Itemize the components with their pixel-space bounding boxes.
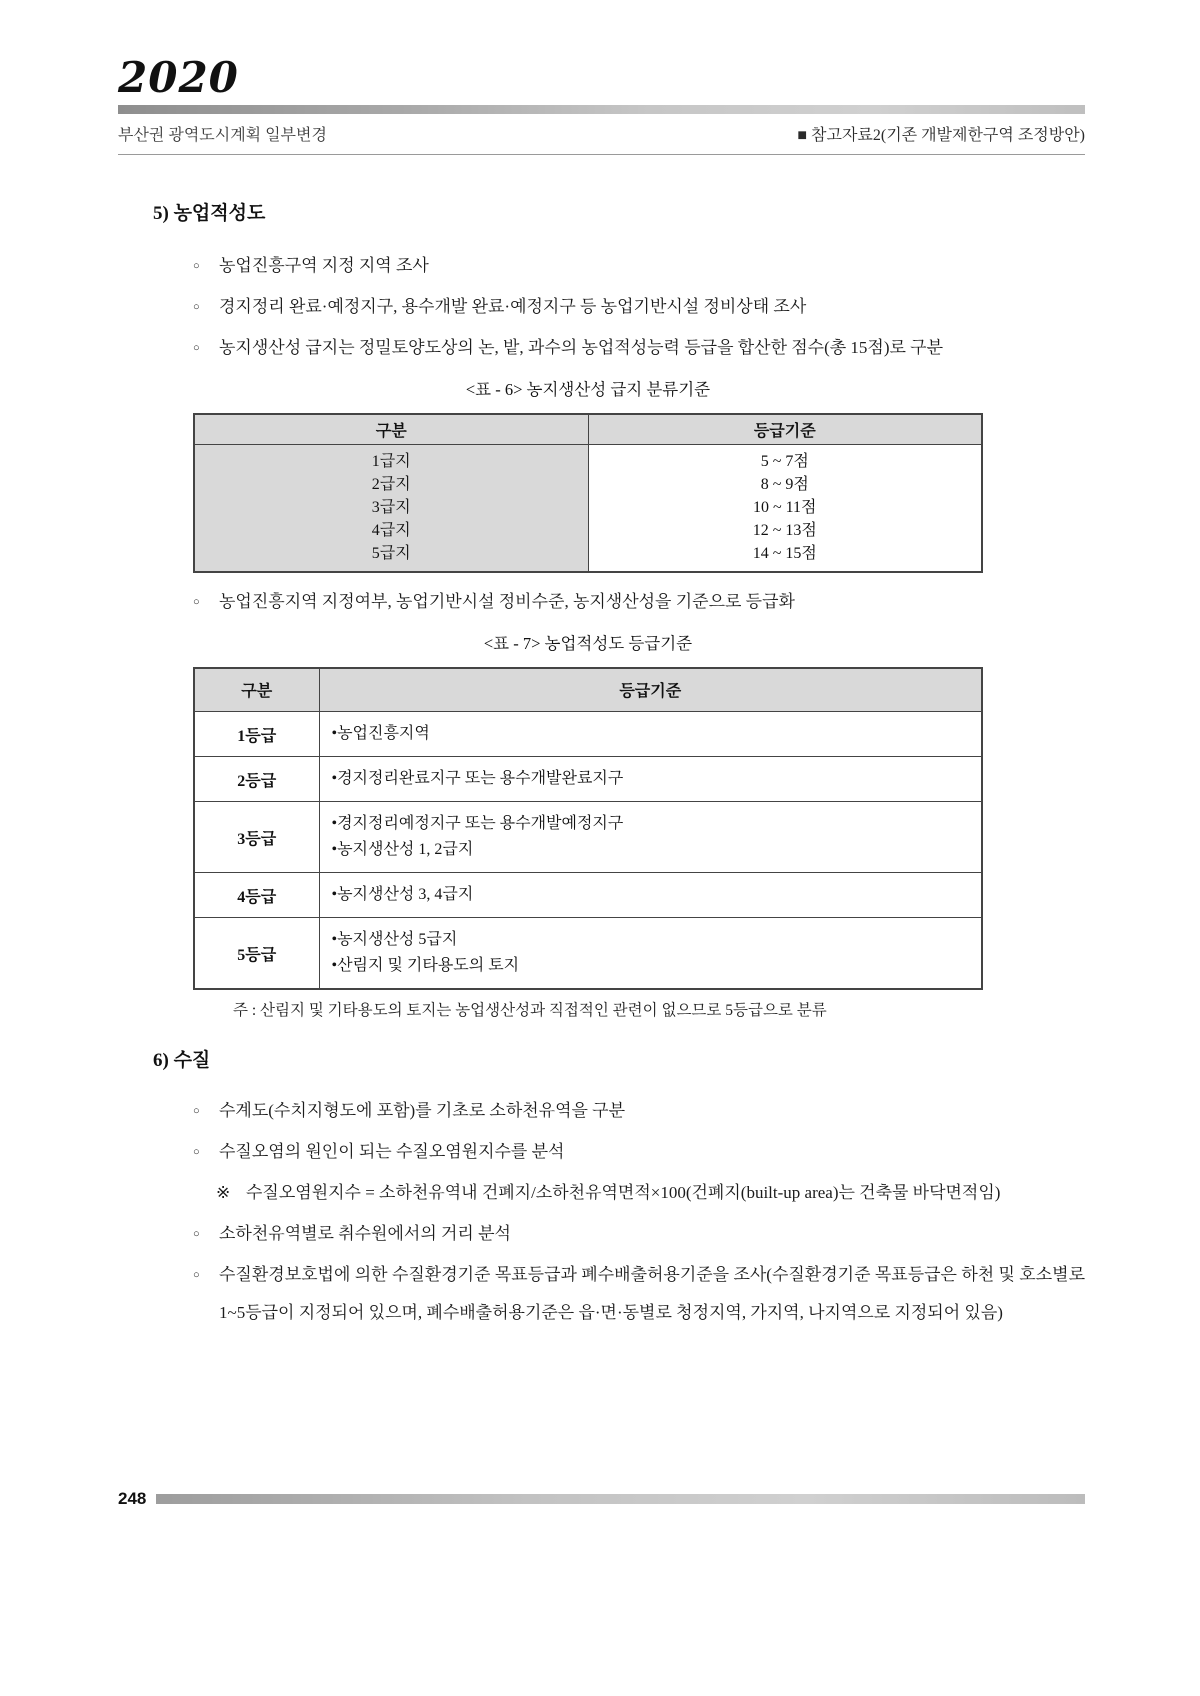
score-value: 12 ~ 13점	[752, 521, 817, 539]
circle-bullet-icon: ○	[193, 1269, 200, 1281]
criteria-cell	[319, 802, 982, 873]
header-thin-rule	[118, 154, 1085, 155]
bullet-item	[193, 1256, 1085, 1332]
criteria-cell	[319, 873, 982, 918]
grade-label: 5급지	[371, 544, 411, 562]
grade-label: 1등급	[194, 712, 319, 757]
table-row	[194, 444, 982, 572]
section-5-heading: 5) 농업적성도	[153, 203, 266, 224]
circle-bullet-icon: ○	[193, 1146, 200, 1158]
table6-caption: <표 - 6> 농지생산성 급지 분류기준	[465, 380, 711, 399]
score-value: 10 ~ 11점	[752, 498, 817, 516]
criteria-cell	[319, 757, 982, 802]
score-value: 5 ~ 7점	[760, 452, 809, 470]
criteria-line: •경지정리완료지구 또는 용수개발완료지구	[331, 770, 624, 787]
bullet-text: 농업진흥구역 지정 지역 조사	[219, 256, 429, 275]
criteria-cell	[319, 918, 982, 990]
criteria-line: •농지생산성 5급지	[331, 931, 458, 948]
bullet-item	[193, 1133, 1085, 1171]
score-list-cell	[588, 444, 982, 572]
table-7-agricultural-suitability	[193, 667, 983, 991]
header-divider-bar	[118, 105, 1085, 114]
score-value: 14 ~ 15점	[752, 544, 817, 562]
grade-label: 1급지	[371, 452, 411, 470]
circle-bullet-icon: ○	[193, 342, 200, 354]
table7-caption: <표 - 7> 농업적성도 등급기준	[483, 633, 693, 653]
bullet-text: 수질환경보호법에 의한 수질환경기준 목표등급과 폐수배출허용기준을 조사(수질환경기준 목표등급은 하천 및 호소별로 1~5등급이 지정되어 있으며, 폐수배출허용기준은 읍·면·동별로 청정지역, 가지역, 나지역으로 지정되어 있음)	[219, 1265, 1085, 1322]
circle-bullet-icon: ○	[193, 1228, 200, 1240]
table-row	[194, 918, 982, 990]
criteria-line: •농업진흥지역	[331, 725, 430, 742]
page-number: 248	[118, 1489, 147, 1508]
grade-label: 4등급	[194, 873, 319, 918]
circle-bullet-icon: ○	[193, 595, 200, 608]
table-header-row	[194, 668, 982, 712]
grade-list-cell	[194, 444, 588, 572]
footer-divider-bar	[156, 1494, 1085, 1504]
table-row	[194, 712, 982, 757]
circle-bullet-icon: ○	[193, 260, 200, 272]
circle-bullet-icon: ○	[193, 301, 200, 313]
reference-mark-icon: ※	[216, 1183, 231, 1202]
grade-label: 5등급	[194, 918, 319, 990]
column-header-gubun: 구분	[194, 668, 319, 712]
water-pollution-index-formula	[216, 1174, 1085, 1212]
table-row	[194, 802, 982, 873]
document-title: 부산권 광역도시계획 일부변경	[118, 127, 327, 144]
criteria-line: •산림지 및 기타용도의 토지	[331, 957, 520, 974]
bullet-text: 소하천유역별로 취수원에서의 거리 분석	[219, 1224, 511, 1243]
bullet-item	[193, 1092, 1085, 1130]
section-6-heading: 6) 수질	[153, 1050, 211, 1071]
table-header-row	[194, 414, 982, 444]
table7-footnote: 주 : 산림지 및 기타용도의 토지는 농업생산성과 직접적인 관련이 없으므로 5등급으로 분류	[233, 1002, 827, 1019]
bullet-item	[193, 329, 1085, 367]
grade-label: 3등급	[194, 802, 319, 873]
grade-label: 2급지	[371, 475, 411, 493]
table-row	[194, 757, 982, 802]
bullet-text: 수계도(수치지형도에 포함)를 기초로 소하천유역을 구분	[219, 1101, 626, 1120]
table-row	[194, 873, 982, 918]
year-logo: 2020	[118, 53, 239, 102]
page-footer	[118, 1489, 1085, 1509]
circle-bullet-icon: ○	[193, 1105, 200, 1117]
column-header-criteria: 등급기준	[319, 668, 982, 712]
header-reference-label: ■ 참고자료2(기존 개발제한구역 조정방안)	[797, 127, 1085, 144]
criteria-line: •농지생산성 3, 4급지	[331, 886, 474, 903]
table-6-farmland-productivity	[193, 413, 983, 573]
bullet-item	[193, 288, 1085, 326]
bullet-text: 경지정리 완료·예정지구, 용수개발 완료·예정지구 등 농업기반시설 정비상태 조사	[219, 297, 807, 316]
grade-label: 2등급	[194, 757, 319, 802]
grade-label: 4급지	[371, 521, 411, 539]
criteria-line: •경지정리예정지구 또는 용수개발예정지구	[331, 815, 624, 832]
bullet-item	[193, 247, 1085, 285]
bullet-text: 농업진흥지역 지정여부, 농업기반시설 정비수준, 농지생산성을 기준으로 등급화	[219, 591, 795, 611]
bullet-text: 수질오염의 원인이 되는 수질오염원지수를 분석	[219, 1142, 565, 1161]
criteria-cell	[319, 712, 982, 757]
grade-label: 3급지	[371, 498, 411, 516]
bullet-item	[193, 583, 1085, 621]
score-value: 8 ~ 9점	[760, 475, 809, 493]
column-header-gubun: 구분	[194, 414, 588, 444]
page-header	[118, 125, 1085, 147]
column-header-criteria: 등급기준	[588, 414, 982, 444]
formula-text: 수질오염원지수 = 소하천유역내 건폐지/소하천유역면적×100(건폐지(built-up area)는 건축물 바닥면적임)	[246, 1183, 1001, 1202]
bullet-text: 농지생산성 급지는 정밀토양도상의 논, 밭, 과수의 농업적성능력 등급을 합산한 점수(총 15점)로 구분	[219, 338, 944, 357]
bullet-item	[193, 1215, 1085, 1253]
criteria-line: •농지생산성 1, 2급지	[331, 841, 474, 858]
